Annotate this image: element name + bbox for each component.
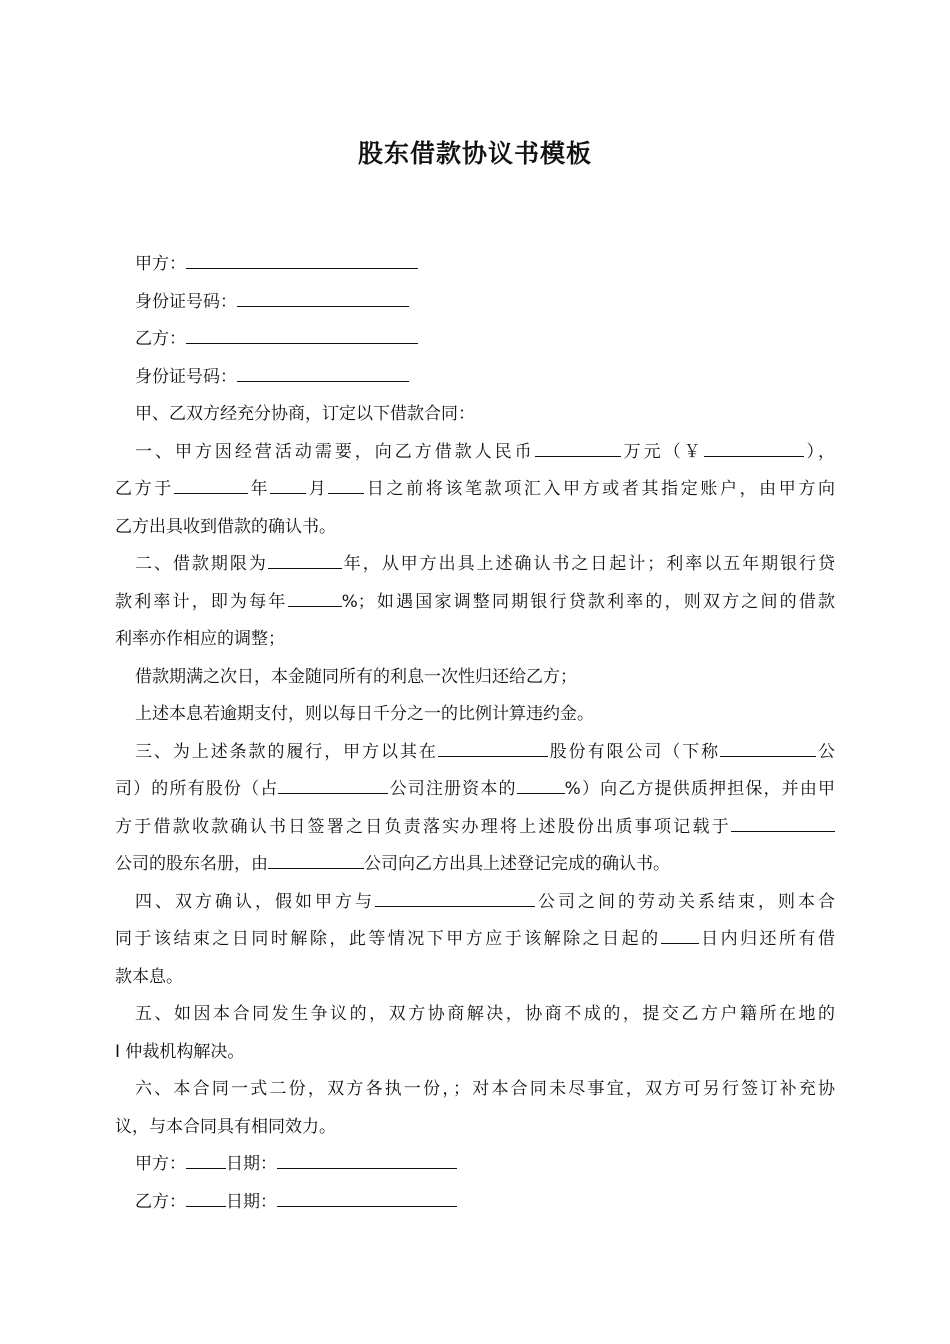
clause-4-text: 公司之间的劳动关系结束，则本合 <box>535 892 835 912</box>
party-a-id-label: 身份证号码： <box>135 292 237 312</box>
party-b-id-line <box>135 365 835 389</box>
clause-1-line-3: 乙方出具收到借款的确认书。 <box>115 517 336 537</box>
clause-2-line-4: 借款期满之次日，本金随同所有的利息一次性归还给乙方； <box>135 667 577 687</box>
party-b-id-blank[interactable] <box>237 365 409 382</box>
clause-3-text: 股份有限公司（下称 <box>547 742 721 762</box>
clause-3-text: 公司向乙方出具上述登记完成的确认书。 <box>364 854 670 874</box>
clause-2-line-5: 上述本息若逾期支付，则以每日千分之一的比例计算违约金。 <box>135 704 594 724</box>
company-blank[interactable] <box>278 777 388 794</box>
party-b-blank[interactable] <box>186 327 418 344</box>
clause-3-text: 公 <box>816 742 836 762</box>
clause-5-line-1: 五、如因本合同发生争议的，双方协商解决，协商不成的，提交乙方户籍所在地的 <box>135 1004 835 1024</box>
clause-1-text: 万元（￥ <box>620 442 704 462</box>
page-title: 股东借款协议书模板 <box>357 139 592 168</box>
clause-2-text: %；如遇国家调整同期银行贷款利率的，则双方之间的借款 <box>341 592 835 612</box>
clause-4-text: 四、双方确认，假如甲方与 <box>135 892 375 912</box>
clause-1-text: 年 <box>247 479 271 499</box>
clause-1-line-2 <box>115 477 835 501</box>
clause-1-text: 乙方于 <box>115 479 174 499</box>
clause-4-line-2 <box>115 927 835 951</box>
repay-days-blank[interactable] <box>661 927 699 944</box>
party-a-date-blank[interactable] <box>277 1152 457 1169</box>
clause-3-text: 三、为上述条款的履行，甲方以其在 <box>135 742 438 762</box>
clause-1-text: 一、甲方因经营活动需要，向乙方借款人民币 <box>135 442 535 462</box>
clause-1-line-1 <box>135 440 835 464</box>
clause-4-line-3: 款本息。 <box>115 967 183 987</box>
intro-line: 甲、乙双方经充分协商，订定以下借款合同： <box>135 404 475 424</box>
date-label: 日期： <box>226 1154 277 1174</box>
month-blank[interactable] <box>270 477 306 494</box>
clause-3-text: 司）的所有股份（占 <box>115 779 279 799</box>
clause-1-text: 日之前将该笔款项汇入甲方或者其指定账户，由甲方向 <box>364 479 836 499</box>
signature-label: 甲方： <box>135 1154 186 1174</box>
loan-amount-figure-blank[interactable] <box>704 440 804 457</box>
interest-rate-blank[interactable] <box>288 590 342 607</box>
clause-2-line-2 <box>115 590 835 614</box>
party-a-id-blank[interactable] <box>237 290 409 307</box>
company-name-blank[interactable] <box>438 740 548 757</box>
clause-6-line-1: 六、本合同一式二份，双方各执一份，；对本合同未尽事宜，双方可另行签订补充协 <box>135 1079 835 1099</box>
clause-3-line-1 <box>135 740 835 764</box>
issuing-company-blank[interactable] <box>268 852 364 869</box>
clause-4-text: 日内归还所有借 <box>698 929 836 949</box>
registry-company-blank[interactable] <box>731 815 835 832</box>
signature-party-b <box>135 1190 835 1214</box>
share-percent-blank[interactable] <box>517 777 565 794</box>
signature-label: 乙方： <box>135 1192 186 1212</box>
company-short-name-blank[interactable] <box>720 740 816 757</box>
clause-3-line-4 <box>115 852 835 876</box>
party-a-blank[interactable] <box>186 252 418 269</box>
clause-3-line-3 <box>115 815 835 839</box>
loan-term-blank[interactable] <box>268 552 342 569</box>
clause-2-line-3: 利率亦作相应的调整； <box>115 629 285 649</box>
clause-1-text: 月 <box>306 479 329 499</box>
day-blank[interactable] <box>328 477 364 494</box>
employer-company-blank[interactable] <box>375 890 535 907</box>
clause-3-text: %）向乙方提供质押担保，并由甲 <box>564 779 835 799</box>
party-b-date-blank[interactable] <box>277 1190 457 1207</box>
signature-party-a <box>135 1152 835 1176</box>
clause-3-line-2 <box>115 777 835 801</box>
date-label: 日期： <box>226 1192 277 1212</box>
clause-5-line-2: I 仲裁机构解决。 <box>115 1042 245 1062</box>
clause-2-text: 二、借款期限为 <box>135 554 268 574</box>
party-a-line <box>135 252 835 276</box>
clause-4-text: 同于该结束之日同时解除，此等情况下甲方应于该解除之日起的 <box>115 929 661 949</box>
clause-1-text: ）， <box>803 442 836 462</box>
clause-2-line-1 <box>135 552 835 576</box>
clause-3-text: 公司注册资本的 <box>388 779 517 799</box>
party-b-signature-blank[interactable] <box>186 1190 226 1207</box>
party-a-label: 甲方： <box>135 254 186 274</box>
party-a-signature-blank[interactable] <box>186 1152 226 1169</box>
party-a-id-line <box>135 290 835 314</box>
party-b-line <box>135 327 835 351</box>
clause-3-text: 方于借款收款确认书日签署之日负责落实办理将上述股份出质事项记载于 <box>115 817 731 837</box>
party-b-id-label: 身份证号码： <box>135 367 237 387</box>
party-b-label: 乙方： <box>135 329 186 349</box>
year-blank[interactable] <box>174 477 248 494</box>
clause-3-text: 公司的股东名册，由 <box>115 854 268 874</box>
clause-4-line-1 <box>135 890 835 914</box>
clause-6-line-2: 议，与本合同具有相同效力。 <box>115 1117 336 1137</box>
loan-amount-blank[interactable] <box>535 440 621 457</box>
clause-2-text: 年，从甲方出具上述确认书之日起计；利率以五年期银行贷 <box>341 554 836 574</box>
clause-2-text: 款利率计，即为每年 <box>115 592 288 612</box>
